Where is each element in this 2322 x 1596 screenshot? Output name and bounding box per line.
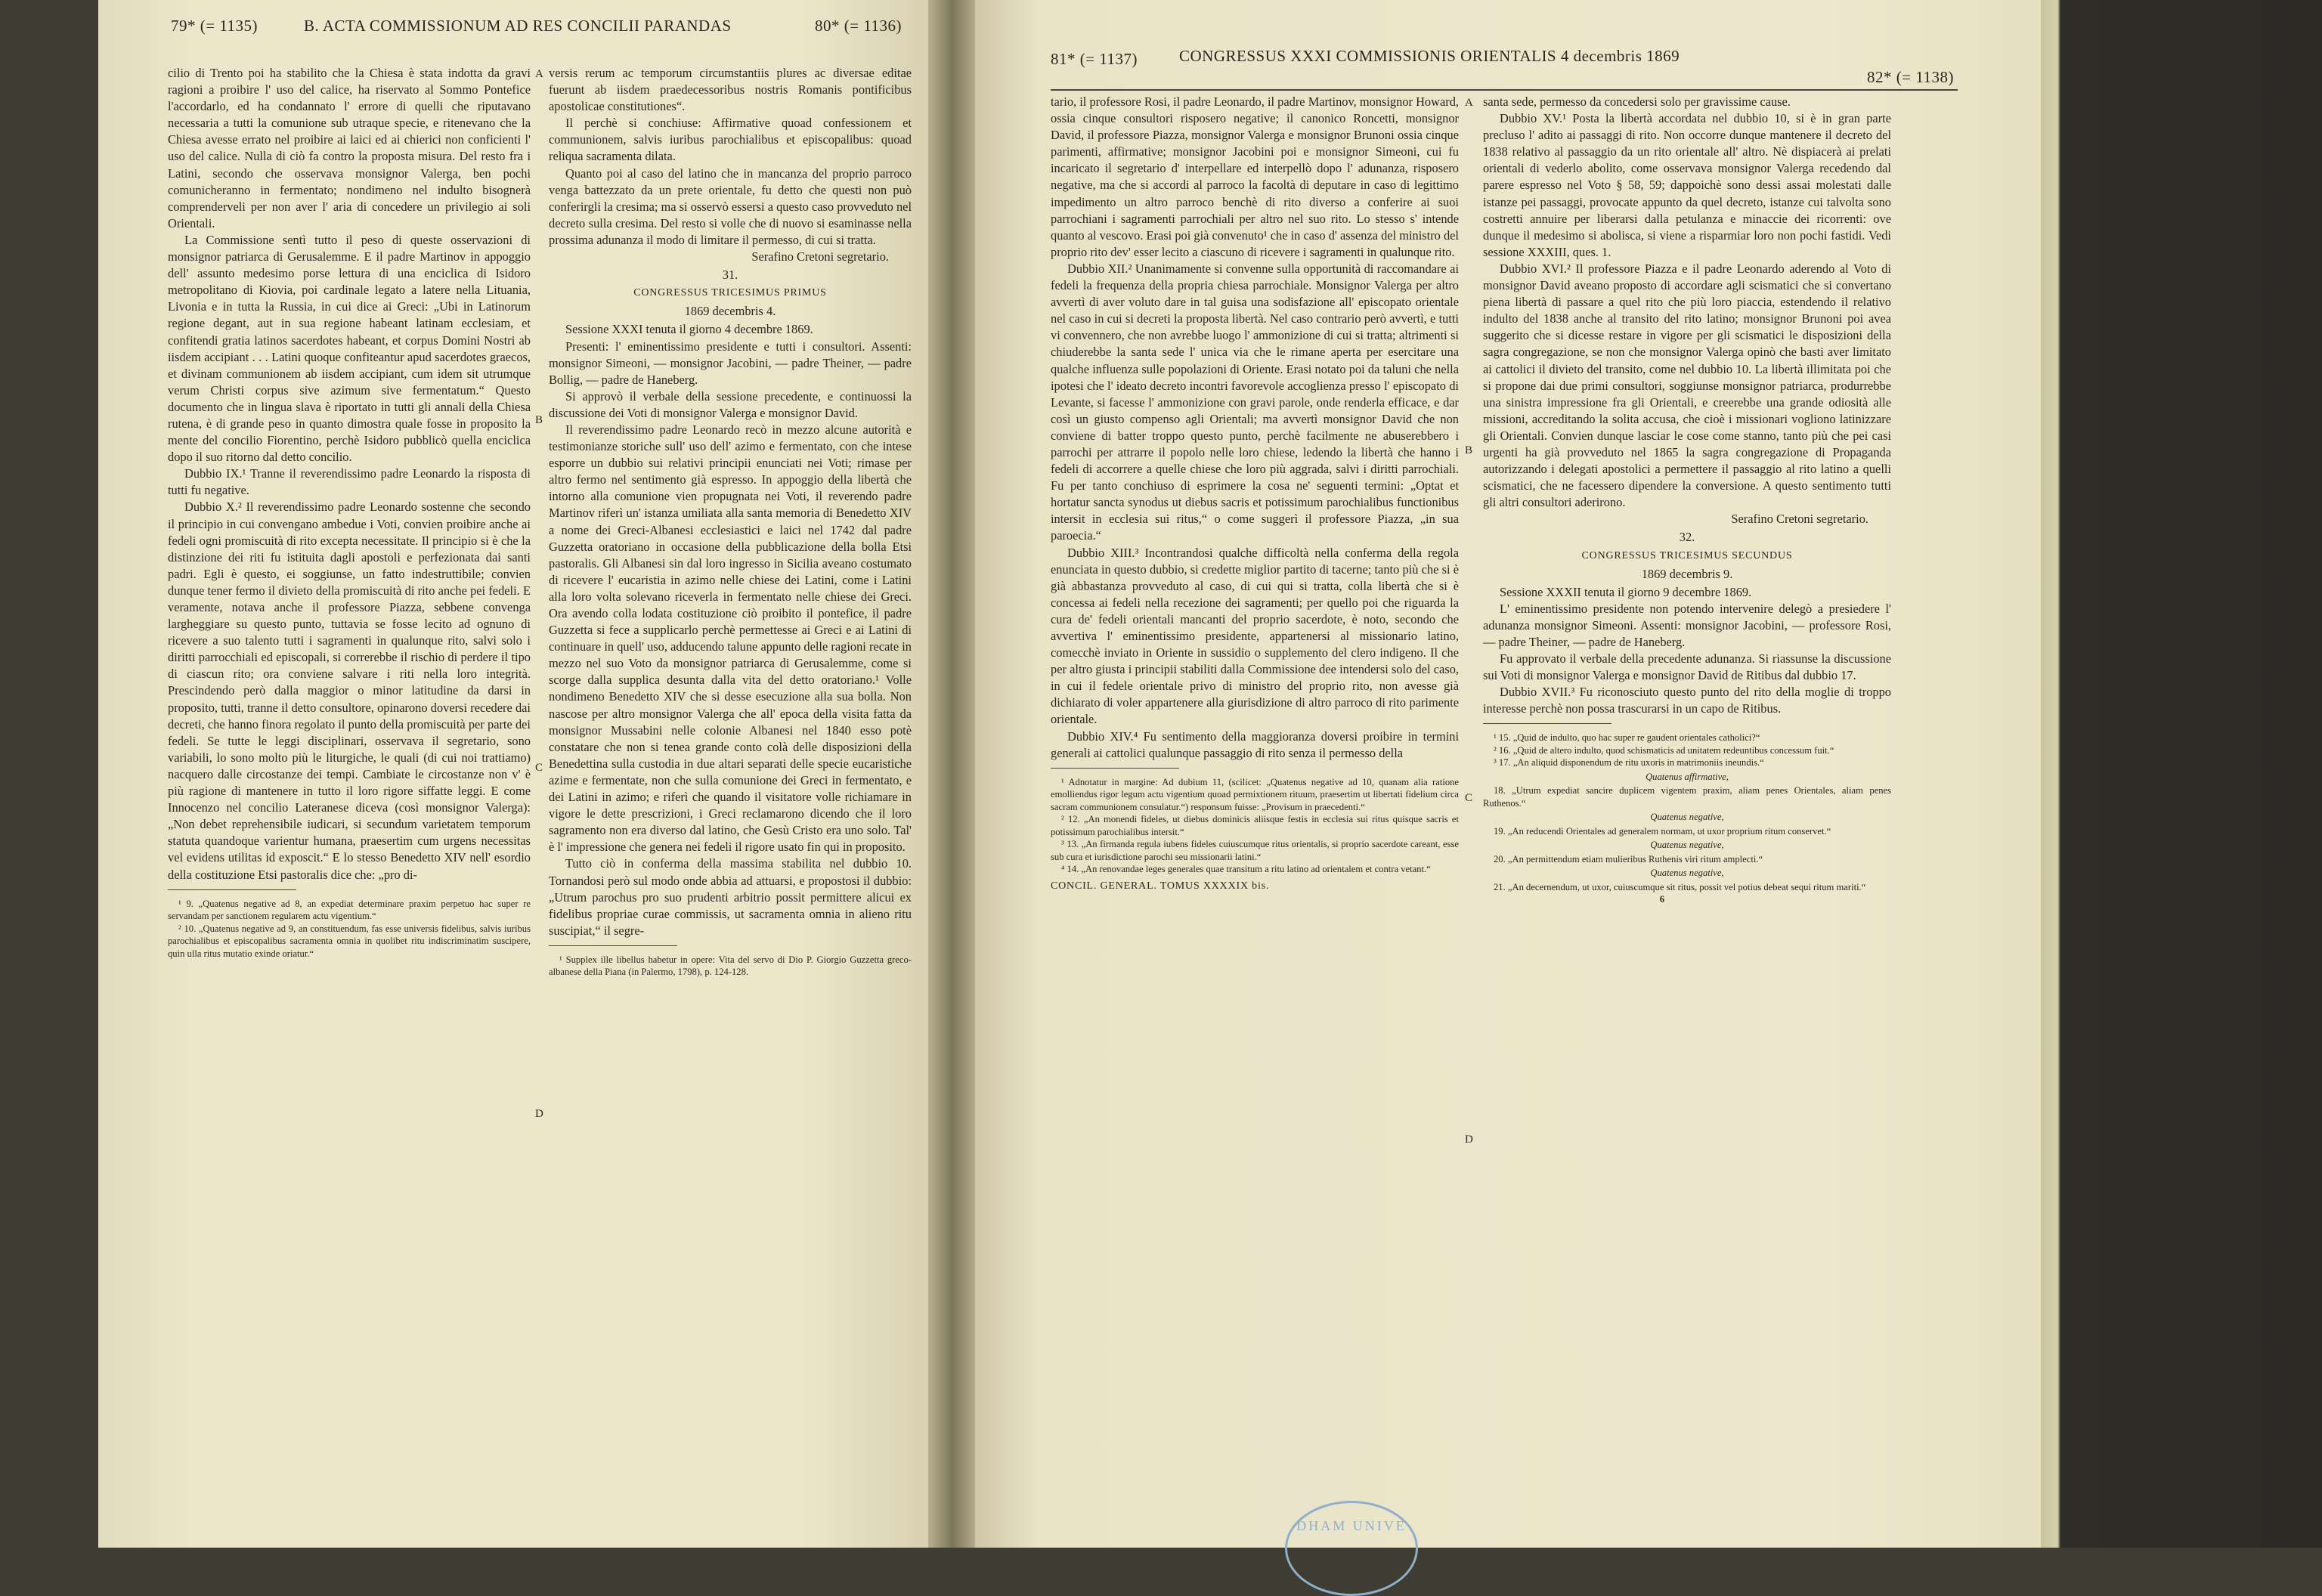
paragraph: Sessione XXXI tenuta il giorno 4 decembre 1869. (565, 322, 813, 337)
paragraph: Tutto ciò in conferma della massima stabilita nel dubbio 10. Tornandosi però sul modo onde abbia ad attuarsi, e propostosi il dubbio: „Utrum parochus pro suo prudenti arbitrio possit permittere alicui ex fidelibus propriae curae commissis, ut sacramenta omnia in alieno ritu suscipiat,“ il segre- (549, 856, 912, 938)
left-column-1 (168, 65, 531, 1501)
paragraph: santa sede, permesso da concedersi solo per gravissime cause. (1483, 94, 1791, 109)
left-page-number-a: 79* (= 1135) (171, 17, 259, 35)
paragraph: Il perchè si conchiuse: Affirmative quoad confessionem et communionem, salvis iuribus parochialibus et episcopalibus: quoad reliqua sacramenta dilata. (549, 116, 912, 164)
margin-letter-b: B (1465, 444, 1473, 456)
right-column-2 (1483, 94, 1891, 1514)
paragraph: Fu approvato il verbale della precedente adunanza. Si riassunse la discussione sui Voti di monsignor Valerga e monsignor David de Ritibus dal dubbio 17. (1483, 651, 1891, 683)
paragraph: Dubbio XV.¹ Posta la libertà accordata nel dubbio 10, si è in gran parte precluso l' adito ai passaggi di rito. Non occorre dunque mantenere il decreto del 1838 relativo al passaggio da un rito orientale all' altro. Nè dispiacerà ai prelati orientali di vederlo abolito, come osservava monsignor Valerga recedendo dal parere espresso nel Voto § 58, 59; dappoichè sono dessi assai molestati dalle istanze pei passaggi, provocate appunto da quel decreto, istanze cui talvolta sono costretti annuire per liberarsi dalla petulanza e minaccie dei ricorrenti: ove dunque il medesimo si abolisca, si viene a risparmiar loro non pochi fastidi. Vedi sessione XXXIII, ques. 1. (1483, 111, 1891, 259)
paragraph: Dubbio IX.¹ Tranne il reverendissimo padre Leonardo la risposta di tutti fu negative. (168, 466, 531, 498)
margin-letter-b: B (535, 414, 543, 426)
margin-letter-d: D (535, 1108, 543, 1120)
paragraph: cilio di Trento poi ha stabilito che la Chiesa è stata indotta da gravi ragioni a proibire l' uso del calice, ha riservato al Sommo Pontefice l'accordarlo, ed ha condannato l' errore di quelli che riputavano necessaria a tutti la comunione sub utraque specie, e ritenevano che la Chiesa avesse errato nel proibire ai laici ed ai chierici non conficienti l' uso del calice. Nulla di ciò fa contro la proposta misura. Del resto fra i Latini, secondo che osservava monsignor Valerga, ben pochi comunicheranno in fermentato; nondimeno nel indulto bisognerà comprenderveli per non aver l' aria di concedere un privilegio ai soli Orientali. (168, 66, 531, 230)
footnote: ² 10. „Quatenus negative ad 9, an constituendum, fas esse universis fidelibus, salvis iuribus parochialibus et episcopalibus sacramenta omnia in quolibet ritu indiscriminatim suscipere, quin ulla ritus mutatio exinde oriatur.“ (168, 923, 531, 959)
paragraph: Dubbio X.² Il reverendissimo padre Leonardo sostenne che secondo il principio in cui convengano ambedue i Voti, convien proibire anche ai fedeli ogni promiscuità di rito excepta necessitate. Il principio si è che la distinzione dei riti fu istituita dagli apostoli e perfezionata dai santi padri. Egli è questo, ei soggiunse, un fatto indestruttibile; convien dunque tener fermo il divieto della promiscuità di rito anche pei fedeli. E veramente, notava anche il professore Piazza, sebbene convenga largheggiare su questo punto, tuttavia se fosse lecito ad ognuno di ricevere a suo talento tutti i sagramenti in qualunque rito, salvi solo i diritti parrocchiali ed episcopali, si correrebbe il rischio di perdere il tipo di ciascun rito; ora conviene salvare i riti nella loro integrità. Prescindendo però dalla maggior o minor latitudine da darsi in proposito, tutti, tranne il detto consultore, opinarono doversi recedere dai decreti, che hanno finora regolato il punto della promiscuità per parte dei fedeli. Se tutte le leggi disciplinari, osservava il segretario, sono variabili, lo sono molto più le liturgiche, le quali (di cui noi trattiamo) nacquero dalle circostanze dei tempi. Cambiate le circostanze non v' è più ragione di mantenere in tutto il loro rigore siffatte leggi. E come Innocenzo nel concilio Lateranese diceva (così monsignor Valerga): „Non debet reprehensibile iudicari, si secundum varietatem temporum statuta quandoque varientur humana, praesertim cum urgens necessitas vel evidens utilitas id exposcit.“ E lo stesso Benedetto XIV nell' esordio della costituzione Etsi pastoralis dice che: „pro di- (168, 500, 531, 882)
section-number: 31. (722, 268, 738, 283)
paragraph: Quanto poi al caso del latino che in mancanza del proprio parroco venga battezzato da un prete orientale, fu detto che questi non può conferirgli la cresima; ma si osservò essersi a questo caso provveduto nel decreto sulla cresima. Del resto si volle che di nuovo si esaminasse nella prossima adunanza il modo di limitare il permesso, di cui si tratta. (549, 165, 912, 247)
footnote: ² 16. „Quid de altero indulto, quod schismaticis ad unitatem redeuntibus concessum fuit.“ (1494, 744, 1834, 756)
margin-letter-a: A (1465, 97, 1473, 109)
paragraph: L' eminentissimo presidente non potendo intervenire delegò a presiedere l' adunanza monsignor Simeoni. Assenti: monsignor Jacobini, — professore Rosi, — padre Theiner, — padre de Haneberg. (1483, 601, 1891, 649)
left-page-number-b: 80* (= 1136) (815, 17, 902, 35)
footnote-rule (168, 889, 296, 890)
right-page-number-b: 82* (= 1138) (1867, 68, 1955, 86)
footnote: 20. „An permittendum etiam mulieribus Ruthenis viri ritum amplecti.“ (1494, 853, 1763, 865)
footnote-condition: Quatenus negative, (1650, 840, 1724, 851)
right-column-1 (1051, 94, 1459, 1514)
margin-letter-c: C (535, 762, 543, 774)
book-gutter (928, 0, 977, 1548)
footnote: ² 12. „An monendi fideles, ut diebus dominicis aliisque festis in ecclesia sui ritus quisque sacris et potissimum parochialibus intersit.“ (1051, 814, 1459, 837)
footnote-condition: Quatenus affirmative, (1646, 771, 1729, 782)
paragraph: Presenti: l' eminentissimo presidente e tutti i consultori. Assenti: monsignor Simeoni, — monsignor Jacobini, — padre Theiner, — padre Bollig, — padre de Haneberg. (549, 339, 912, 387)
margin-letter-c: C (1465, 792, 1473, 804)
right-page (975, 0, 2041, 1548)
book-edge (2041, 0, 2322, 1548)
paragraph: versis rerum ac temporum circumstantiis plures ac diversae editae fuerunt ab iisdem praedecessoribus nostris Romanis pontificibus apostolicae constitutiones“. (549, 66, 912, 114)
library-stamp: DHAM UNIVE (1285, 1501, 1418, 1596)
footnote: 18. „Utrum expediat sancire duplicem vigentem praxim, aliam penes Orientales, aliam penes Ruthenos.“ (1483, 785, 1891, 809)
header-rule (1051, 89, 1958, 91)
footnote: ¹ Adnotatur in margine: Ad dubium 11, (scilicet: „Quatenus negative ad 10, quanam alia ratione emolliendus rigor legum actu vigentium quoad permixtionem rituum, praesertim ut libertati fidelium circa sacram communionem consulatur.“) responsum fuisse: „Provisum in praecedenti.“ (1051, 776, 1459, 812)
paragraph: Il reverendissimo padre Leonardo recò in mezzo alcune autorità e testimonianze storiche sull' uso dell' azimo e fermentato, con che intese esporre un dubbio sui relativi principii enunciati nei Voti; rimase per altro fermo nel sentimento già espresso. In appoggio della libertà che intorno alla comunione vien propugnata nei Voti, il reverendo padre Martinov riferì un' istanza umiliata alla santa memoria di Benedetto XIV a nome dei Greci-Albanesi ecclesiastici e laici nel 1742 dal padre Guzzetta oratoriano in occasione della pubblicazione della bolla Etsi pastoralis. Gli Albanesi sin dal loro ingresso in Sicilia aveano costumato di ricevere l' eucaristia in azimo nelle chiese dei Latini, come i Latini alla loro volta solevano riceverla in fermentato nelle chiese dei Greci. Ora avendo colla lodata costituzione ciò proibito il pontefice, il padre Guzzetta si fece a supplicarlo perchè permettesse ai Greci e ai Latini di continuare in quell' uso, adducendo talune appunto delle ragioni recate in mezzo nel suo Voto da monsignor patriarca di Gerusalemme, come si scorge dalla supplica desunta dalla vita del detto oratoriano.¹ Volle nondimeno Benedetto XIV che si desse esecuzione alla sua bolla. Non nascose per altro monsignor Valerga che all' epoca della visita fatta da monsignor Mussabini nelle colonie Albanesi nel 1840 esso potè constatare che non si tenea grande conto colà delle disposizioni della Benedettina sulla custodia in due altari separati delle specie eucaristiche azime e fermentate, non che sulla comunione dei Greci in fermentato, e dei Latini in azimo; e riferì che quando il visitatore volle richiamare in vigore le dette prescrizioni, i Greci reclamarono dicendo che il loro sagramento non era diverso dal latino, che Gesù Cristo era uno solo. Tal' è l' impressione che genera nei fedeli il rigore usato fin qui in proposito. (549, 422, 912, 855)
paragraph: Dubbio XIV.⁴ Fu sentimento della maggioranza doversi proibire in termini generali ai cattolici qualunque passaggio di rito senza il permesso della (1051, 728, 1459, 760)
paragraph: Dubbio XVII.³ Fu riconosciuto questo punto del rito della moglie di troppo interesse perchè non possa trascurarsi in un capo de Ritibus. (1483, 685, 1891, 716)
footnotes (1051, 776, 1459, 893)
left-column-2 (549, 65, 912, 1501)
footnote: ¹ Supplex ille libellus habetur in opere: Vita del servo di Dio P. Giorgio Guzzetta greco-albanese della Piana (in Palermo, 1798), p. 124-128. (549, 954, 912, 978)
paragraph: Dubbio XVI.² Il professore Piazza e il padre Leonardo aderendo al Voto di monsignor David aveano proposto di accordare agli scismatici che si convertano piena libertà di passare a quel rito che più loro piaccia, estendendo il relativo indulto del 1838 anche al transito del rito latino; monsignor Brunoni poi avea suggerito che si dicesse restare in vigore per gli scismatici le disposizioni della sagra congregazione, se non che monsignor Valerga opinò che basti aver limitato ai cattolici il divieto del transito, come nel dubbio 10. La libertà illimitata poi che si propone dai due primi consultori, soggiunse monsignor patriarca, produrrebbe una sinistra impressione fra gli Orientali, e creerebbe una grande odiosità alle missioni, accreditando la solita accusa, che cioè i missionari vogliono latinizzare gli Orientali. Convien dunque lasciar le cose come stanno, tanto più che pei casi urgenti ha già provveduto nel 1865 la sagra congregazione di Propaganda autorizzando i delegati apostolici a permettere il passaggio al rito latino a quelli scismatici, che ne facessero dipendere la conversione. A questo sentimento tutti gli altri consultori aderirono. (1483, 261, 1891, 510)
section-number: 32. (1679, 530, 1695, 545)
signature: Serafino Cretoni segretario. (751, 249, 889, 264)
section-title: CONGRESSUS TRICESIMUS PRIMUS (633, 287, 827, 299)
paragraph: Dubbio XII.² Unanimamente si convenne sulla opportunità di raccomandare ai fedeli la frequenza della propria chiesa parrochiale. Monsignor Valerga per altro avvertì di aver voluto dare in tal guisa una sodisfazione all' episcopato orientale nel caso in cui si decreti la proposta libertà. Nel caso contrario però avvertì, e tutti vi convennero, che non avrebbe luogo l' ammonizione di cui si tratta; altrimenti si chiuderebbe la santa sede l' unica via che le rimane aperta per esercitare una qualche influenza sulle popolazioni di Oriente. Erasi notato poi da taluni che nella ipotesi che l' ideato decreto incontri favorevole accoglienza presso l' episcopato di Levante, si facesse l' ammonizione con gravi parole, onde renderla efficace, e dar così un giusto compenso agli Orientali; ma avvertì monsignor David che non conviene di batter troppo questo punto, perchè facilmente ne abuserebbero i parrochi per attrarre il popolo nelle loro chiese, ledendo la libertà che hanno i fedeli di accorrere a quelle chiese che loro più aggrada, salvi i diritti parrochiali. Fu per tanto conchiuso di esprimere la cosa ne' seguenti termini: „Optat et hortatur sancta synodus ut diebus sacris et potissimum parochialibus functionibus intersit in ecclesia sui ritus,“ o come suggerì il professore Piazza, „in sua paroecia.“ (1051, 261, 1459, 543)
footnote-rule (549, 945, 677, 946)
footnote: ³ 13. „An firmanda regula iubens fideles cuiuscumque ritus orientalis, si proprio sacerdote careant, esse sub cura et iurisdictione parochi seu missionarii latini.“ (1051, 839, 1459, 862)
footnote: ¹ 15. „Quid de indulto, quo hac super re gaudent orientales catholici?“ (1494, 732, 1760, 744)
paragraph: Dubbio XIII.³ Incontrandosi qualche difficoltà nella conferma della regola enunciata in questo dubbio, si credette miglior partito di tacerne; tanto più che si è già abbastanza provveduto al caso, di cui qui si tratta, colla libertà che si è concessa ai fedeli nella recezione dei sagramenti; per quello poi che riguarda la cura de' fedeli orientali mancanti del proprio sacerdote, è noto, secondo che avvertiva l' eminentissimo presidente, appartenersi al missionario latino, comecchè inviato in Oriente in sussidio o supplemento del clero indigeno. Il che per altro giusta i principii stabiliti dalla Commissione dee intendersi solo del caso, in cui il fedele orientale privo di ministro del proprio rito, non avesse già dichiarato di voler appartenere alla giurisdizione di altro parroco di rito parimente orientale. (1051, 545, 1459, 727)
signature: Serafino Cretoni segretario. (1731, 512, 1868, 527)
section-date: 1869 decembris 9. (1641, 566, 1733, 581)
right-running-title: CONGRESSUS XXXI COMMISSIONIS ORIENTALIS 4 decembris 1869 (1179, 47, 1680, 65)
footnote-condition: Quatenus negative, (1650, 812, 1724, 823)
margin-letter-a: A (535, 68, 543, 80)
footnote: ³ 17. „An aliquid disponendum de ritu uxoris in matrimoniis ineundis.“ (1494, 757, 1764, 769)
footnotes (1483, 732, 1891, 906)
paragraph: Si approvò il verbale della sessione precedente, e continuossi la discussione dei Voti di monsignor Valerga e monsignor David. (549, 388, 912, 420)
volume-footer: CONCIL. GENERAL. TOMUS XXXXIX bis. (1051, 880, 1270, 892)
footnotes (168, 898, 531, 960)
footnote: ⁴ 14. „An renovandae leges generales quae transitum a ritu latino ad orientalem et contra vetant.“ (1061, 864, 1431, 875)
paragraph: tario, il professore Rosi, il padre Leonardo, il padre Martinov, monsignor Howard, ossia cinque consultori risposero negative; il canonico Roncetti, monsignor David, il professore Piazza, monsignor Valerga e monsignor Brunoni ossia cinque parimenti, affirmative; monsignor Jacobini poi e monsignor Simeoni, cui fu incaricato il segretario d' interpellare ed interpellò dopo l' adunanza, risposero negative, ma che si accordi al parroco la facoltà di deputare in caso di legittimo impedimento un altro parroco benchè di rito diverso a conferire ai suoi parrochiani i sagramenti parrochiali per altro nel suo rito. Lo stesso s' intende quanto al vescovo. Erasi poi già convenuto¹ che in caso d' assenza del ministro del proprio rito dev' esser lecito a ciascuno di ricevere i sagramenti in qualunque rito. (1051, 94, 1459, 259)
footnote: ¹ 9. „Quatenus negative ad 8, an expediat determinare praxim perpetuo hac super re servandam per sanctionem regularem actu vigentium.“ (168, 898, 531, 922)
left-running-title: B. ACTA COMMISSIONUM AD RES CONCILII PARANDAS (304, 17, 732, 35)
paragraph: La Commissione sentì tutto il peso di queste osservazioni di monsignor patriarca di Gerusalemme. E il padre Martinov in appoggio dell' assunto medesimo porse lettura di una enciclica di Isidoro metropolitano di Kiovia, poi cardinale legato a latere nella Lituania, Livonia e in tutta la Russia, in cui dice ai Greci: „Ubi in Latinorum regione degant, aut in sua regione habeant latinam ecclesiam, et confitendi gratia latinos sacerdotes habeant, et corpus Domini Nostri ab iisdem accipiant . . . Latini quoque confiteantur apud sacerdotes graecos, et divinam communionem ab iisdem accipiant, cum idem sit utrumque verum Christi corpus sive azimum sive fermentatum.“ Questo documento che in lingua slava è riportato in tutti gli annali della Chiesa rutena, è di grande peso in quanto dimostra quale fosse in proposito la mente del concilio Fiorentino, perchè Isidoro pubblicò quella enciclica dopo il suo ritorno dal detto concilio. (168, 232, 531, 465)
margin-letter-d: D (1465, 1134, 1473, 1146)
footnote-rule (1051, 768, 1179, 769)
left-page (98, 0, 930, 1548)
page-signature-number: 6 (1659, 894, 1664, 905)
footnote: 21. „An decernendum, ut uxor, cuiuscumque sit ritus, possit vel potius debeat sequi ritum mariti.“ (1494, 881, 1866, 892)
right-page-number-a: 81* (= 1137) (1051, 50, 1138, 68)
section-date: 1869 decembris 4. (684, 304, 776, 319)
footnote-condition: Quatenus negative, (1650, 868, 1724, 879)
paragraph: Sessione XXXII tenuta il giorno 9 decembre 1869. (1500, 584, 1752, 599)
section-title: CONGRESSUS TRICESIMUS SECUNDUS (1581, 549, 1793, 561)
footnotes (549, 954, 912, 979)
footnote: 19. „An reducendi Orientales ad generalem normam, ut uxor proprium ritum conservet.“ (1494, 825, 1831, 837)
footnote-rule (1483, 723, 1611, 724)
